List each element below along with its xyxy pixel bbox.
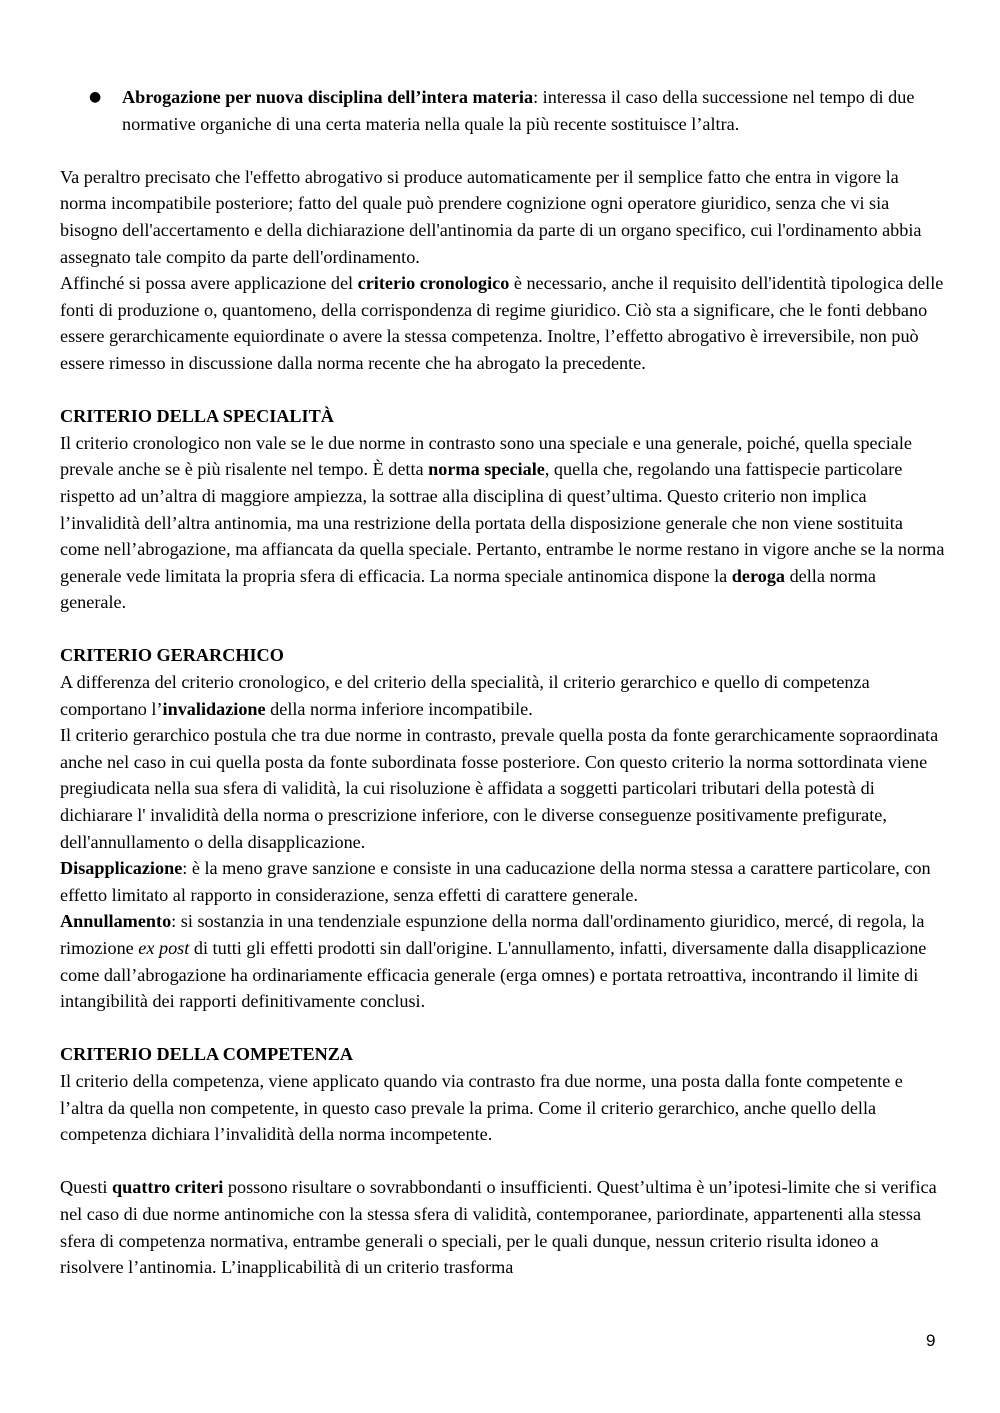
text-run: : si sostanzia in una tendenziale espunzione della norma dall'ordinamento giuridico, mercé, di regola, la rimozione	[60, 911, 925, 958]
text-run: della norma inferiore incompatibile.	[265, 698, 533, 719]
bold-term: norma speciale	[428, 459, 545, 480]
text-run: di tutti gli effetti prodotti sin dall'origine. L'annullamento, infatti, diversamente dalla disapplicazione come dall’abrogazione ha ordinariamente efficacia generale (erga omnes) e portata retroattiva, incontrando il limite di intangibilità dei rapporti definitivamente conclusi.	[60, 938, 927, 1012]
text-run: , quella che, regolando una fattispecie particolare rispetto ad un’altra di maggiore ampiezza, la sottrae alla disciplina di quest’ultima. Questo criterio non implica l’invalidità dell’altra antinomia, ma una restrizione della portata della disposizione generale che non viene sostituita come nell’abrogazione, ma affiancata da quella speciale. Pertanto, entrambe le norme restano in vigore anche se la norma generale vede limitata la propria sfera di efficacia. La norma speciale antinomica dispone la	[60, 459, 945, 586]
bullet-text: : interessa il caso della successione nel tempo di due normative organiche di una certa materia nella quale la più recente sostituisce l’altra.	[122, 87, 915, 134]
section-heading: CRITERIO GERARCHICO	[60, 645, 284, 666]
paragraph	[60, 1174, 945, 1280]
text-run: A differenza del criterio cronologico, e del criterio della specialità, il criterio gerarchico e quello di competenza comportano l’	[60, 672, 870, 719]
section-heading: CRITERIO DELLA COMPETENZA	[60, 1044, 354, 1065]
paragraph	[60, 430, 945, 616]
paragraph	[60, 855, 945, 908]
bold-term: Annullamento	[60, 911, 172, 932]
page-number: 9	[926, 1331, 936, 1350]
paragraph	[60, 270, 945, 376]
bullet-list	[60, 84, 945, 137]
text-run: : è la meno grave sanzione e consiste in una caducazione della norma stessa a carattere particolare, con effetto limitato al rapporto in considerazione, senza effetti di carattere generale.	[60, 858, 931, 905]
text-run: è necessario, anche il requisito dell'identità tipologica delle fonti di produzione o, quantomeno, della corrispondenza di regime giuridico. Ciò sta a significare, che le fonti debbano essere gerarchicamente equiordinate o avere la stessa competenza. Inoltre, l’effetto abrogativo è irreversibile, non può essere rimesso in discussione dalla norma recente che ha abrogato la precedente.	[60, 273, 944, 373]
bold-term: criterio cronologico	[357, 273, 510, 294]
paragraph	[60, 908, 945, 1014]
bold-term: deroga	[731, 565, 786, 586]
bold-term: quattro criteri	[112, 1177, 224, 1198]
paragraph	[60, 669, 945, 722]
bullet-term: Abrogazione per nuova disciplina dell’intera materia	[122, 87, 534, 107]
bold-term: Disapplicazione	[60, 858, 183, 879]
text-run: Il criterio cronologico non vale se le due norme in contrasto sono una speciale e una generale, poiché, quella speciale prevale anche se è più risalente nel tempo. È detta	[60, 432, 912, 480]
bold-term: invalidazione	[162, 698, 266, 719]
text-run: Questi	[60, 1177, 113, 1198]
section-heading: CRITERIO DELLA SPECIALITÀ	[60, 406, 334, 427]
text-run: possono risultare o sovrabbondanti o insufficienti. Quest’ultima è un’ipotesi-limite che si verifica nel caso di due norme antinomiche con la stessa sfera di validità, contemporanee, pariordinate, appartenenti alla stessa sfera di competenza normativa, entrambe generali o speciali, per le quali dunque, nessun criterio risulta idoneo a risolvere l’antinomia. L’inapplicabilità di un criterio trasforma	[60, 1177, 937, 1278]
paragraph: Va peraltro precisato che l'effetto abrogativo si produce automaticamente per il semplice fatto che entra in vigore la norma incompatibile posteriore; fatto del quale può prendere cognizione ogni operatore giuridico, senza che vi sia bisogno dell'accertamento e della dichiarazione dell'antinomia da parte di un organo specifico, cui l'ordinamento abbia assegnato tale compito da parte dell'ordinamento.	[60, 166, 922, 267]
list-item	[60, 84, 945, 137]
page-content	[60, 84, 945, 1281]
text-run: della norma generale.	[60, 565, 876, 613]
paragraph: Il criterio della competenza, viene applicato quando via contrasto fra due norme, una posta dalla fonte competente e l’altra da quella non competente, in questo caso prevale la prima. Come il criterio gerarchico, anche quello della competenza dichiara l’invalidità della norma incompetente.	[60, 1070, 903, 1145]
text-run: Affinché si possa avere applicazione del	[60, 273, 358, 294]
italic-term: ex post	[138, 938, 190, 958]
bullet-icon: ●	[89, 89, 102, 105]
paragraph: Il criterio gerarchico postula che tra due norme in contrasto, prevale quella posta da fonte gerarchicamente sopraordinata anche nel caso in cui quella posta da fonte subordinata fosse posteriore. Con questo criterio la norma sottordinata viene pregiudicata nella sua sfera di validità, la cui risoluzione è affidata a soggetti particolari tributari della potestà di dichiarare l' invalidità della norma o prescrizione inferiore, con le diverse conseguenze positivamente prefigurate, dell'annullamento o della disapplicazione.	[60, 725, 939, 852]
